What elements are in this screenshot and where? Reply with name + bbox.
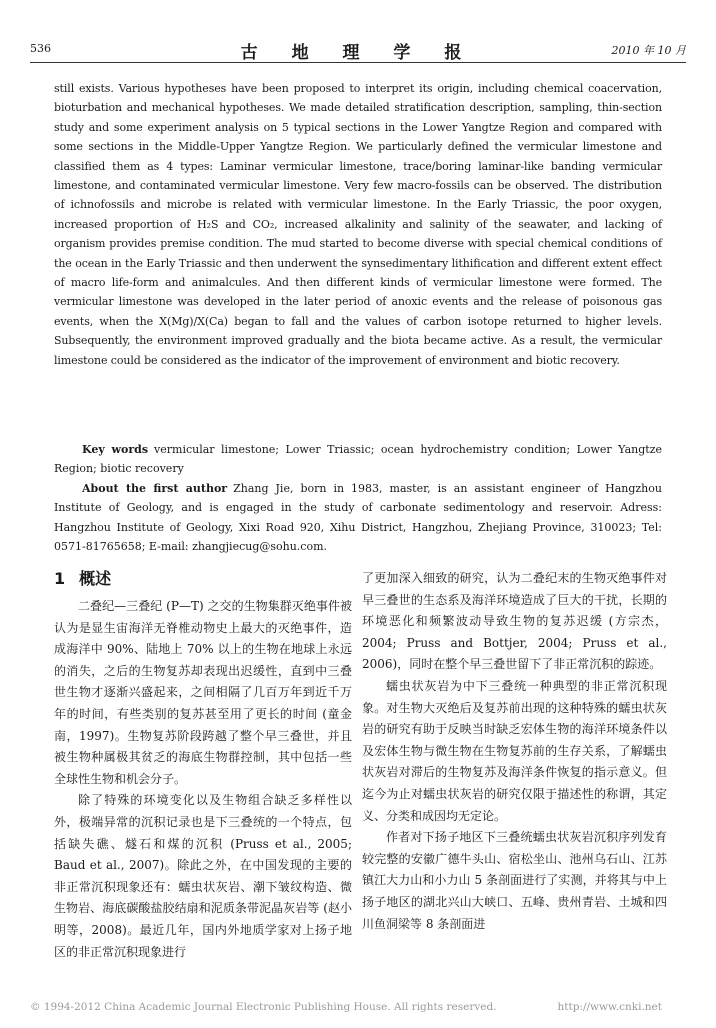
author-text: Zhang Jie, born in 1983, master, is an assistant engineer of Hangzhou Institute of Geology, and is engaged in the study of carbonate sedimentology and reservoir. Adress: Hangzhou Institute of Geology, Xixi Road 920, Xihu District, Hangzhou, Zhejiang Province, 310023; Tel: 0571-81765658; E-mail: zhangjiecug@sohu.com. <box>54 481 662 554</box>
keywords-block <box>54 440 662 556</box>
body-paragraph: 除了特殊的环境变化以及生物组合缺乏多样性以外，极端异常的沉积记录也是下三叠统的一个特点，包括缺失礁、燧石和煤的沉积 (Pruss et al., 2005; Baud et al., 2007)。除此之外，在中国发现的主要的非正常沉积现象还有：蠕虫状灰岩、潮下皱纹构造、微生物岩、海底碳酸盐胶结扇和泥质条带泥晶灰岩等 (赵小明等，2008)。最近几年，国内外地质学家对上扬子地区的非正常沉积现象进行 <box>54 793 352 959</box>
keywords-text: vermicular limestone; Lower Triassic; ocean hydrochemistry condition; Lower Yangtze Region; biotic recovery <box>54 443 663 476</box>
keywords-line <box>54 440 662 479</box>
body-column-right <box>362 568 667 935</box>
header-rule <box>30 62 686 63</box>
copyright-notice: © 1994-2012 China Academic Journal Electronic Publishing House. All rights reserved. <box>30 1001 497 1013</box>
running-header <box>30 38 686 63</box>
journal-title: 古 地 理 学 报 <box>240 43 476 63</box>
footer-url[interactable]: http://www.cnki.net <box>557 1001 662 1013</box>
author-label: About the first author <box>82 481 228 495</box>
body-column-left <box>54 568 352 963</box>
section-title: 概述 <box>79 569 112 588</box>
keywords-label: Key words <box>82 443 149 456</box>
issue-date: 2010 年 10 月 <box>611 44 686 57</box>
body-paragraph: 二叠纪—三叠纪 (P—T) 之交的生物集群灭绝事件被认为是显生宙海洋无脊椎动物史上最大的灭绝事件，造成海洋中 90%、陆地上 70% 以上的生物在地球上永远的消失，之后的生物复苏却表现出迟缓性，直到中三叠世生物才逐渐兴盛起来，之间相隔了几百万年到近千万年的时间，有些类别的复苏甚至用了更长的时间 (童金南，1997)。生物复苏阶段跨越了整个早三叠世，并且被生物种属极其贫乏的海底生物群控制，其中包括一些全球性生物和机会分子。 <box>54 599 352 786</box>
section-heading <box>54 568 352 590</box>
body-paragraph: 了更加深入细致的研究，认为二叠纪末的生物灭绝事件对早三叠世的生态系及海洋环境造成了巨大的干扰，长期的环境恶化和频繁波动导致生物的复苏迟缓 (方宗杰，2004; Pruss and Bottjer, 2004; Pruss et al., 2006)，同时在整个早三叠世留下了非正常沉积的踪迹。 <box>362 571 667 672</box>
body-paragraph: 蠕虫状灰岩为中下三叠统一种典型的非正常沉积现象。对生物大灭绝后及复苏前出现的这种特殊的蠕虫状灰岩的研究有助于反映当时缺乏宏体生物的海洋环境条件以及宏体生物与微生物在生物复苏前的生存关系，了解蠕虫状灰岩对滞后的生物复苏及海洋条件恢复的指示意义。但迄今为止对蠕虫状灰岩的研究仅限于描述性的称谓，其定义、分类和成因均无定论。 <box>362 678 667 823</box>
body-paragraph: 作者对下扬子地区下三叠统蠕虫状灰岩沉积序列发育较完整的安徽广德牛头山、宿松坐山、池州乌石山、江苏镇江大力山和小力山 5 条剖面进行了实测，并将其与中上扬子地区的湖北兴山大峡口、五峰、贵州青岩、土城和四川鱼洞梁等 8 条剖面进 <box>362 830 667 931</box>
abstract-paragraph: still exists. Various hypotheses have been proposed to interpret its origin, including chemical coacervation, bioturbation and mechanical hypotheses. We made detailed stratification description, sampling, thin-section study and some experiment analysis on 5 typical sections in the Lower Yangtze Region and compared with some sections in the Middle-Upper Yangtze Region. We particularly defined the vermicular limestone and classified them as 4 types: Laminar vermicular limestone, trace/boring laminar-like banding vermicular limestone, and contaminated vermicular limestone. Very few macro-fossils can be observed. The distribution of ichnofossils and microbe is related with vermicular limestone. In the Early Triassic, the poor oxygen, increased proportion of H₂S and CO₂, increased alkalinity and salinity of the seawater, and lacking of organism provides premise condition. The mud started to become diverse with special chemical conditions of the ocean in the Early Triassic and then underwent the synsedimentary lithification and different extent effect of macro life-form and animalcules. And then different kinds of vermicular limestone were formed. The vermicular limestone was developed in the later period of anoxic events and the release of poisonous gas events, when the X(Mg)/X(Ca) began to fall and the values of carbon isotope returned to higher levels. Subsequently, the environment improved gradually and the biota became active. As a result, the vermicular limestone could be considered as the indicator of the improvement of environment and biotic recovery. <box>54 82 662 367</box>
section-number: 1 <box>54 569 66 588</box>
author-info <box>54 479 662 557</box>
abstract-continuation <box>54 79 662 370</box>
page-number: 536 <box>30 42 51 55</box>
